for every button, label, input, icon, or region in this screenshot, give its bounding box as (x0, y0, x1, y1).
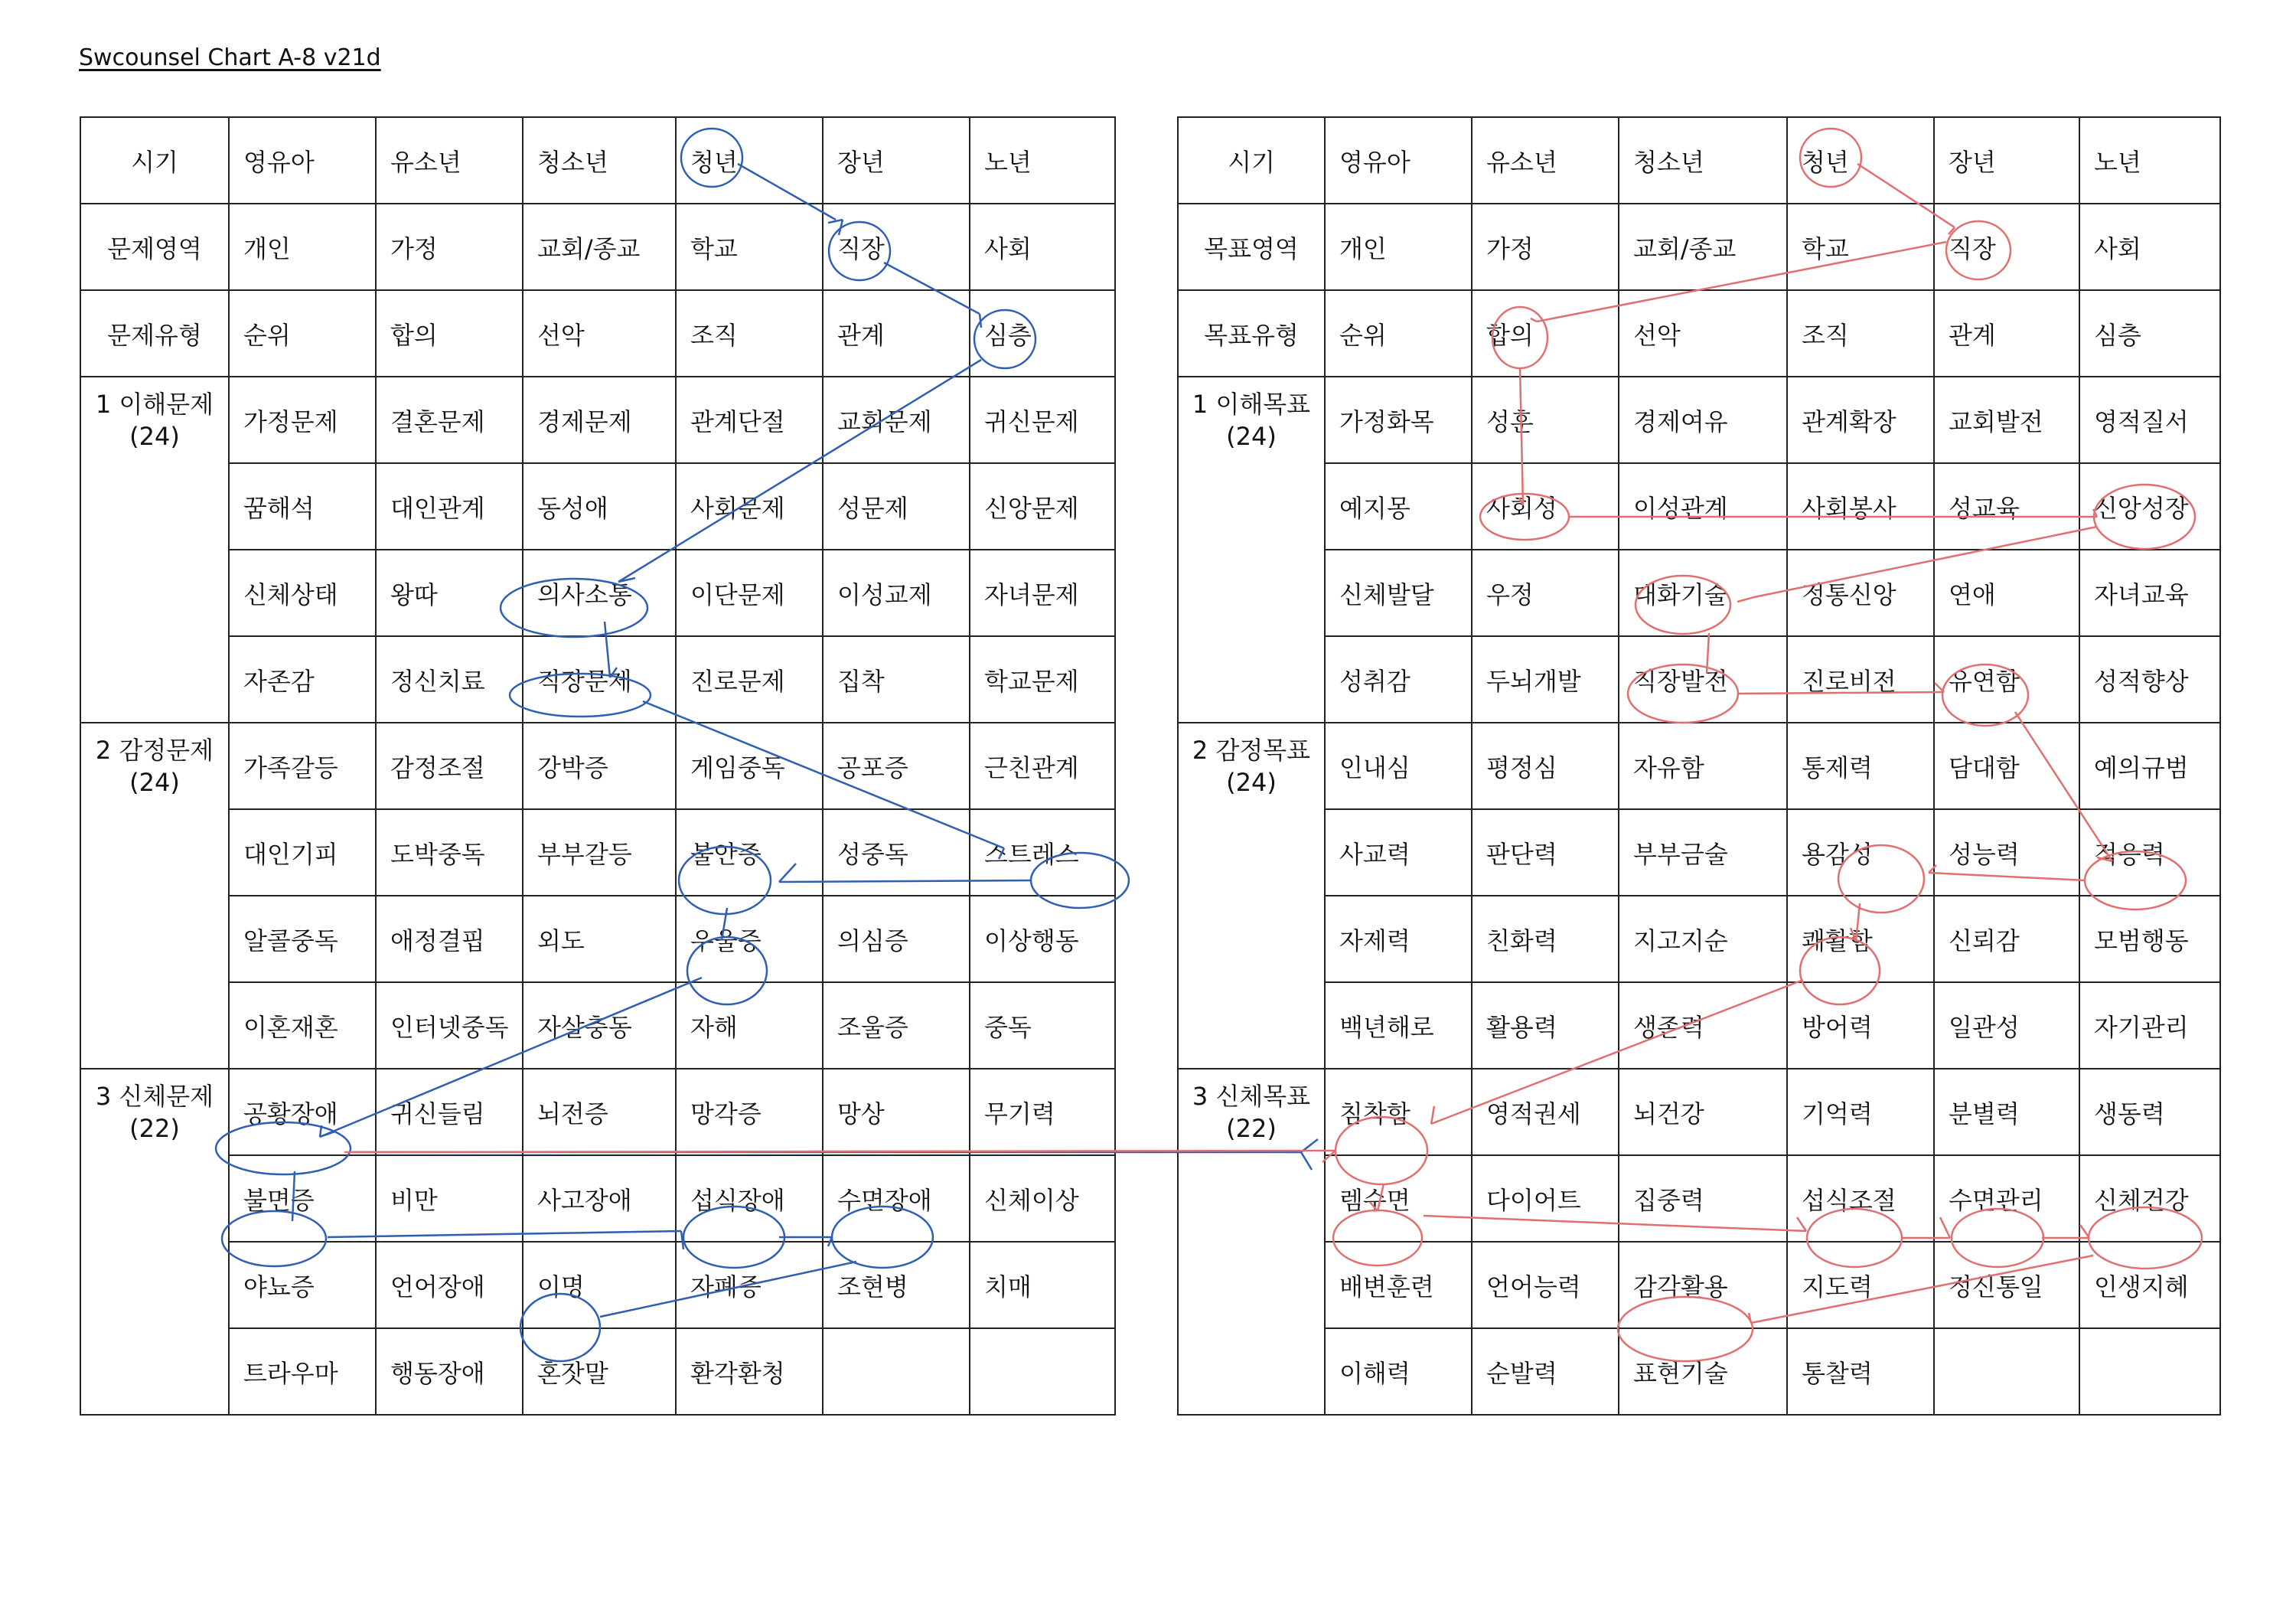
table-cell: 섭식조절 (1787, 1155, 1934, 1242)
table-cell: 사회 (2079, 204, 2220, 290)
table-cell: 사회 (970, 204, 1115, 290)
table-cell: 신뢰감 (1934, 896, 2079, 982)
goal-header-label: 시기 (1178, 117, 1325, 204)
table-cell: 가정화목 (1325, 377, 1472, 463)
table-cell: 신체건강 (2079, 1155, 2220, 1242)
table-cell: 신체상태 (229, 550, 376, 636)
table-cell: 청소년 (1619, 117, 1787, 204)
table-cell: 애정결핍 (376, 896, 523, 982)
table-cell: 성훈 (1472, 377, 1619, 463)
goal-area-row (1178, 204, 2220, 290)
table-cell: 집착 (823, 636, 970, 723)
table-cell: 불안증 (676, 809, 823, 896)
problem-type-row (80, 290, 1115, 377)
table-cell: 조직 (676, 290, 823, 377)
table-cell: 이성교제 (823, 550, 970, 636)
table-cell: 생존력 (1619, 982, 1787, 1069)
problem-header-label: 시기 (80, 117, 229, 204)
table-row (80, 636, 1115, 723)
table-cell: 방어력 (1787, 982, 1934, 1069)
table-cell: 선악 (1619, 290, 1787, 377)
table-cell: 교회발전 (1934, 377, 2079, 463)
problem-area-label: 문제영역 (80, 204, 229, 290)
table-row (80, 1155, 1115, 1242)
problem-header-row (80, 117, 1115, 204)
table-cell: 외도 (523, 896, 676, 982)
table-cell: 대인관계 (376, 463, 523, 550)
table-row (80, 377, 1115, 463)
table-cell: 관계 (823, 290, 970, 377)
table-cell: 직장 (1934, 204, 2079, 290)
table-cell: 순위 (1325, 290, 1472, 377)
table-cell: 조현병 (823, 1242, 970, 1328)
table-cell: 직장 (823, 204, 970, 290)
table-cell: 성교육 (1934, 463, 2079, 550)
table-cell: 근친관계 (970, 723, 1115, 809)
table-cell: 청년 (1787, 117, 1934, 204)
table-row (1178, 1155, 2220, 1242)
problem-table (80, 116, 1116, 1416)
table-row (80, 1242, 1115, 1328)
table-cell: 노년 (970, 117, 1115, 204)
table-cell: 망각증 (676, 1069, 823, 1155)
table-cell: 유연함 (1934, 636, 2079, 723)
table-row (1178, 809, 2220, 896)
table-cell: 스트레스 (970, 809, 1115, 896)
goal-section-label: 2 감정목표 (24) (1178, 723, 1325, 1069)
table-row (1178, 1328, 2220, 1415)
table-cell: 침착함 (1325, 1069, 1472, 1155)
table-cell: 인터넷중독 (376, 982, 523, 1069)
table-cell: 예지몽 (1325, 463, 1472, 550)
problem-area-row (80, 204, 1115, 290)
table-cell: 통찰력 (1787, 1328, 1934, 1415)
table-cell: 의사소통 (523, 550, 676, 636)
table-cell: 이단문제 (676, 550, 823, 636)
table-cell: 학교 (676, 204, 823, 290)
table-cell: 자기관리 (2079, 982, 2220, 1069)
table-cell: 무기력 (970, 1069, 1115, 1155)
table-cell: 직장발전 (1619, 636, 1787, 723)
table-cell: 귀신들림 (376, 1069, 523, 1155)
table-cell: 동성애 (523, 463, 676, 550)
problem-type-label: 문제유형 (80, 290, 229, 377)
table-cell: 가정 (376, 204, 523, 290)
goal-section-label: 1 이해목표 (24) (1178, 377, 1325, 723)
table-cell: 자유함 (1619, 723, 1787, 809)
table-row (1178, 896, 2220, 982)
table-cell: 용감성 (1787, 809, 1934, 896)
table-cell: 결혼문제 (376, 377, 523, 463)
table-cell: 가족갈등 (229, 723, 376, 809)
table-row (1178, 636, 2220, 723)
table-cell: 교회/종교 (1619, 204, 1787, 290)
table-cell: 영적질서 (2079, 377, 2220, 463)
table-cell: 사교력 (1325, 809, 1472, 896)
table-cell: 공황장애 (229, 1069, 376, 1155)
table-cell: 장년 (823, 117, 970, 204)
table-cell: 성중독 (823, 809, 970, 896)
table-cell (970, 1328, 1115, 1415)
table-cell: 사회문제 (676, 463, 823, 550)
table-cell: 성취감 (1325, 636, 1472, 723)
table-row (80, 809, 1115, 896)
table-row (1178, 550, 2220, 636)
table-cell: 관계단절 (676, 377, 823, 463)
table-cell: 표현기술 (1619, 1328, 1787, 1415)
table-cell: 부부갈등 (523, 809, 676, 896)
table-cell: 가정 (1472, 204, 1619, 290)
table-cell: 행동장애 (376, 1328, 523, 1415)
table-cell: 유소년 (1472, 117, 1619, 204)
table-cell: 장년 (1934, 117, 2079, 204)
table-cell (823, 1328, 970, 1415)
problem-section-label: 1 이해문제 (24) (80, 377, 229, 723)
table-cell: 꿈해석 (229, 463, 376, 550)
table-cell: 순발력 (1472, 1328, 1619, 1415)
table-cell: 감정조절 (376, 723, 523, 809)
table-row (1178, 723, 2220, 809)
table-cell: 친화력 (1472, 896, 1619, 982)
table-cell: 경제여유 (1619, 377, 1787, 463)
table-cell: 이명 (523, 1242, 676, 1328)
table-cell: 불면증 (229, 1155, 376, 1242)
table-cell: 유소년 (376, 117, 523, 204)
table-cell: 인생지혜 (2079, 1242, 2220, 1328)
table-cell: 합의 (376, 290, 523, 377)
table-cell: 인내심 (1325, 723, 1472, 809)
table-row (80, 1328, 1115, 1415)
table-cell: 개인 (1325, 204, 1472, 290)
table-cell: 강박증 (523, 723, 676, 809)
table-cell: 혼잣말 (523, 1328, 676, 1415)
table-cell: 사고장애 (523, 1155, 676, 1242)
goal-section-label: 3 신체목표 (22) (1178, 1069, 1325, 1415)
table-cell: 귀신문제 (970, 377, 1115, 463)
table-cell: 신앙문제 (970, 463, 1115, 550)
table-row (1178, 1069, 2220, 1155)
table-cell: 관계확장 (1787, 377, 1934, 463)
table-cell: 청년 (676, 117, 823, 204)
table-cell: 학교문제 (970, 636, 1115, 723)
table-cell: 렘수면 (1325, 1155, 1472, 1242)
table-cell: 이상행동 (970, 896, 1115, 982)
table-cell: 자녀문제 (970, 550, 1115, 636)
table-cell: 대화기술 (1619, 550, 1787, 636)
table-cell: 언어능력 (1472, 1242, 1619, 1328)
table-cell: 진로비전 (1787, 636, 1934, 723)
table-cell: 쾌활함 (1787, 896, 1934, 982)
problem-section-label: 2 감정문제 (24) (80, 723, 229, 1069)
table-cell: 영유아 (1325, 117, 1472, 204)
table-cell: 성적향상 (2079, 636, 2220, 723)
table-cell: 일관성 (1934, 982, 2079, 1069)
table-cell: 도박중독 (376, 809, 523, 896)
table-cell: 지도력 (1787, 1242, 1934, 1328)
table-cell: 자해 (676, 982, 823, 1069)
table-cell: 순위 (229, 290, 376, 377)
table-cell: 비만 (376, 1155, 523, 1242)
table-cell: 대인기피 (229, 809, 376, 896)
table-cell: 알콜중독 (229, 896, 376, 982)
table-cell: 감각활용 (1619, 1242, 1787, 1328)
table-cell (1934, 1328, 2079, 1415)
table-cell: 우울증 (676, 896, 823, 982)
table-cell: 분별력 (1934, 1069, 2079, 1155)
table-cell: 조울증 (823, 982, 970, 1069)
table-row (80, 463, 1115, 550)
table-cell: 통제력 (1787, 723, 1934, 809)
table-cell: 뇌건강 (1619, 1069, 1787, 1155)
table-cell (2079, 1328, 2220, 1415)
table-row (80, 723, 1115, 809)
table-cell: 지고지순 (1619, 896, 1787, 982)
table-cell: 정신통일 (1934, 1242, 2079, 1328)
table-cell: 노년 (2079, 117, 2220, 204)
table-cell: 망상 (823, 1069, 970, 1155)
table-cell: 신앙성장 (2079, 463, 2220, 550)
table-cell: 활용력 (1472, 982, 1619, 1069)
table-cell: 두뇌개발 (1472, 636, 1619, 723)
table-cell: 영유아 (229, 117, 376, 204)
table-cell: 언어장애 (376, 1242, 523, 1328)
table-cell: 진로문제 (676, 636, 823, 723)
table-cell: 뇌전증 (523, 1069, 676, 1155)
table-cell: 사회성 (1472, 463, 1619, 550)
table-row (1178, 982, 2220, 1069)
table-cell: 개인 (229, 204, 376, 290)
table-row (1178, 463, 2220, 550)
table-cell: 이혼재혼 (229, 982, 376, 1069)
table-cell: 생동력 (2079, 1069, 2220, 1155)
table-cell: 왕따 (376, 550, 523, 636)
table-cell: 트라우마 (229, 1328, 376, 1415)
table-cell: 예의규범 (2079, 723, 2220, 809)
table-cell: 적응력 (2079, 809, 2220, 896)
table-cell: 합의 (1472, 290, 1619, 377)
table-cell: 심층 (970, 290, 1115, 377)
table-cell: 담대함 (1934, 723, 2079, 809)
table-cell: 정통신앙 (1787, 550, 1934, 636)
table-cell: 공포증 (823, 723, 970, 809)
table-cell: 환각환청 (676, 1328, 823, 1415)
table-cell: 교회문제 (823, 377, 970, 463)
table-cell: 섭식장애 (676, 1155, 823, 1242)
table-cell: 야뇨증 (229, 1242, 376, 1328)
table-cell: 조직 (1787, 290, 1934, 377)
table-cell: 신체이상 (970, 1155, 1115, 1242)
table-cell: 이성관계 (1619, 463, 1787, 550)
table-cell: 자녀교육 (2079, 550, 2220, 636)
table-cell: 게임중독 (676, 723, 823, 809)
table-cell: 이해력 (1325, 1328, 1472, 1415)
table-cell: 자제력 (1325, 896, 1472, 982)
table-cell: 연애 (1934, 550, 2079, 636)
table-row (1178, 1242, 2220, 1328)
table-cell: 수면장애 (823, 1155, 970, 1242)
goal-table (1177, 116, 2221, 1416)
goal-header-row (1178, 117, 2220, 204)
table-cell: 신체발달 (1325, 550, 1472, 636)
table-cell: 청소년 (523, 117, 676, 204)
table-cell: 배변훈련 (1325, 1242, 1472, 1328)
table-cell: 집중력 (1619, 1155, 1787, 1242)
table-cell: 선악 (523, 290, 676, 377)
table-cell: 의심증 (823, 896, 970, 982)
table-cell: 부부금술 (1619, 809, 1787, 896)
table-row (80, 982, 1115, 1069)
goal-type-row (1178, 290, 2220, 377)
table-cell: 영적권세 (1472, 1069, 1619, 1155)
goal-type-label: 목표유형 (1178, 290, 1325, 377)
table-cell: 우정 (1472, 550, 1619, 636)
page-title: Swcounsel Chart A-8 v21d (79, 44, 381, 71)
table-cell: 평정심 (1472, 723, 1619, 809)
problem-section-label: 3 신체문제 (22) (80, 1069, 229, 1415)
table-cell: 백년해로 (1325, 982, 1472, 1069)
table-row (80, 896, 1115, 982)
table-cell: 치매 (970, 1242, 1115, 1328)
table-cell: 판단력 (1472, 809, 1619, 896)
table-cell: 자폐증 (676, 1242, 823, 1328)
table-cell: 직장문제 (523, 636, 676, 723)
table-cell: 자존감 (229, 636, 376, 723)
table-cell: 심층 (2079, 290, 2220, 377)
table-cell: 모범행동 (2079, 896, 2220, 982)
table-row (80, 550, 1115, 636)
goal-area-label: 목표영역 (1178, 204, 1325, 290)
table-cell: 관계 (1934, 290, 2079, 377)
table-cell: 성문제 (823, 463, 970, 550)
table-cell: 학교 (1787, 204, 1934, 290)
table-cell: 다이어트 (1472, 1155, 1619, 1242)
table-row (1178, 377, 2220, 463)
table-cell: 사회봉사 (1787, 463, 1934, 550)
table-cell: 가정문제 (229, 377, 376, 463)
table-cell: 정신치료 (376, 636, 523, 723)
table-cell: 자살충동 (523, 982, 676, 1069)
table-cell: 기억력 (1787, 1069, 1934, 1155)
table-cell: 교회/종교 (523, 204, 676, 290)
table-cell: 성능력 (1934, 809, 2079, 896)
table-row (80, 1069, 1115, 1155)
table-cell: 수면관리 (1934, 1155, 2079, 1242)
table-cell: 중독 (970, 982, 1115, 1069)
table-cell: 경제문제 (523, 377, 676, 463)
